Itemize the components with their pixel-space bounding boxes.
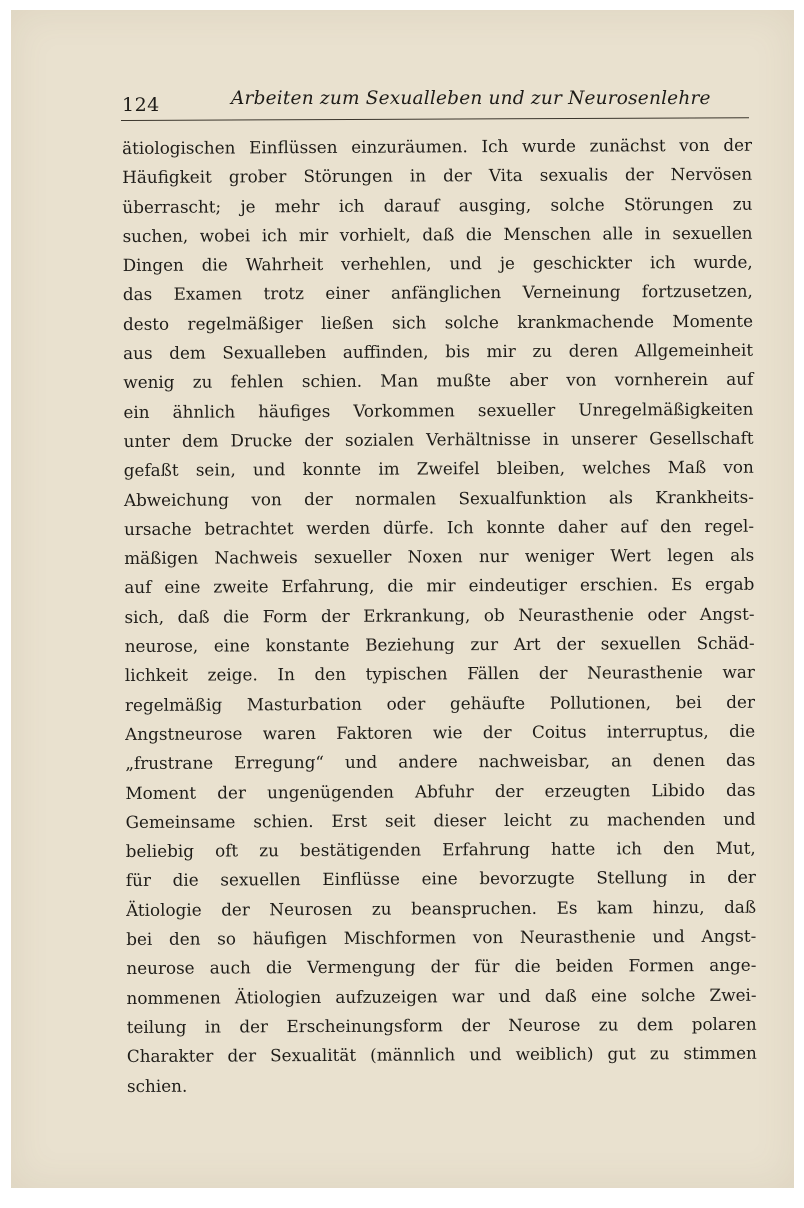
book-page	[11, 10, 794, 1188]
text-line: desto regelmäßiger ließen sich solche krankmachende Momente	[122, 310, 754, 334]
text-line: für die sexuellen Einflüsse eine bevorzugte Stellung in der	[125, 867, 756, 891]
running-title: Arbeiten zum Sexualleben und zur Neurosenlehre	[231, 88, 711, 109]
text-line: ursache betrachtet werden dürfe. Ich konnte daher auf den regel-	[124, 515, 755, 539]
text-line: auf eine zweite Erfahrung, die mir eindeutiger erschien. Es ergab	[124, 574, 755, 598]
text-line: ein ähnlich häufiges Vorkommen sexueller Unregelmäßigkeiten	[123, 398, 754, 422]
text-line: mäßigen Nachweis sexueller Noxen nur weniger Wert legen als	[124, 544, 755, 569]
text-line: das Examen trotz einer anfänglichen Verneinung fortzusetzen,	[122, 281, 753, 305]
text-line: Charakter der Sexualität (männlich und weiblich) gut zu stimmen	[126, 1042, 757, 1067]
text-line: Moment der ungenügenden Abfuhr der erzeugten Libido das	[125, 779, 756, 803]
text-line: regelmäßig Masturbation oder gehäufte Pollutionen, bei der	[124, 691, 756, 715]
text-line: ätiologischen Einflüssen einzuräumen. Ich wurde zunächst von der	[122, 134, 753, 158]
text-line: neurose, eine konstante Beziehung zur Art der sexuellen Schäd-	[124, 632, 755, 657]
text-line: schien.	[126, 1075, 188, 1096]
text-line: „frustrane Erregung“ und andere nachweisbar, an denen das	[125, 749, 756, 774]
text-line: gefaßt sein, und konnte im Zweifel bleiben, welches Maß von	[123, 456, 754, 481]
body-paragraph	[122, 131, 757, 1101]
text-line: aus dem Sexualleben auffinden, bis mir zu deren Allgemeinheit	[123, 339, 754, 364]
text-line: nommenen Ätiologien aufzuzeigen war und daß eine solche Zwei-	[126, 984, 757, 1008]
text-line: neurose auch die Vermengung der für die beiden Formen ange-	[126, 955, 757, 979]
text-line: Häufigkeit grober Störungen in der Vita sexualis der Nervösen	[122, 163, 753, 188]
text-line: wenig zu fehlen schien. Man mußte aber von vornherein auf	[123, 369, 754, 393]
text-line: unter dem Drucke der sozialen Verhältnisse in unserer Gesellschaft	[123, 427, 754, 451]
text-line: überrascht; je mehr ich darauf ausging, solche Störungen zu	[122, 193, 753, 217]
text-line: Angstneurose waren Faktoren wie der Coitus interruptus, die	[125, 720, 756, 744]
text-line: Dingen die Wahrheit verhehlen, und je geschickter ich wurde,	[122, 251, 753, 276]
text-line: suchen, wobei ich mir vorhielt, daß die Menschen alle in sexuellen	[122, 222, 753, 246]
header-rule	[121, 117, 749, 121]
text-line: bei den so häufigen Mischformen von Neurasthenie und Angst-	[126, 925, 757, 950]
text-line: lichkeit zeige. In den typischen Fällen der Neurasthenie war	[124, 662, 755, 686]
text-line: Abweichung von der normalen Sexualfunktion als Krankheits-	[123, 486, 754, 510]
text-line: sich, daß die Form der Erkrankung, ob Neurasthenie oder Angst-	[124, 603, 755, 627]
text-line: teilung in der Erscheinungsform der Neurose zu dem polaren	[126, 1013, 757, 1037]
text-line: beliebig oft zu bestätigenden Erfahrung hatte ich den Mut,	[125, 837, 756, 862]
text-line: Gemeinsame schien. Erst seit dieser leicht zu machenden und	[125, 808, 756, 832]
text-line: Ätiologie der Neurosen zu beanspruchen. Es kam hinzu, daß	[126, 896, 757, 920]
page-number: 124	[122, 94, 160, 116]
